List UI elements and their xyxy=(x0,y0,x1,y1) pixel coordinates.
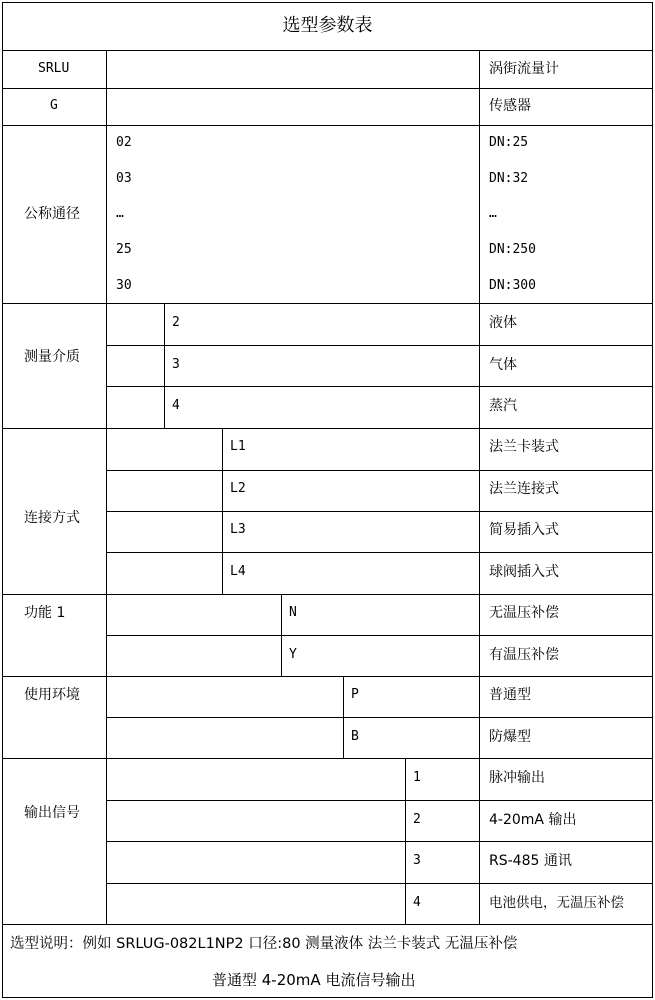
subrow-divider xyxy=(106,717,653,718)
diameter-code: 25 xyxy=(116,242,132,257)
selection-note-line2: 普通型 4-20mA 电流信号输出 xyxy=(212,971,416,989)
row-divider xyxy=(2,125,653,126)
diameter-code: 30 xyxy=(116,278,132,293)
diameter-desc: DN:300 xyxy=(489,278,536,293)
environment-code: B xyxy=(351,729,359,744)
subrow-divider xyxy=(106,470,653,471)
model-desc: 涡街流量计 xyxy=(489,61,559,77)
diameter-code: 02 xyxy=(116,135,132,150)
medium-desc: 气体 xyxy=(489,357,517,373)
environment-label: 使用环境 xyxy=(24,687,80,703)
function-label: 功能 1 xyxy=(24,605,66,621)
type-label: G xyxy=(50,98,58,113)
subrow-divider xyxy=(106,345,653,346)
row-divider xyxy=(2,303,653,304)
output-code: 3 xyxy=(413,853,421,868)
subrow-divider xyxy=(106,511,653,512)
row-divider xyxy=(2,50,653,51)
output-label: 输出信号 xyxy=(24,805,80,821)
subrow-divider xyxy=(106,800,653,801)
row-divider xyxy=(2,676,653,677)
connection-desc: 法兰卡装式 xyxy=(489,439,559,455)
environment-code-divider xyxy=(343,676,344,759)
output-code: 2 xyxy=(413,812,421,827)
subrow-divider xyxy=(106,841,653,842)
medium-code-divider xyxy=(164,303,165,429)
subrow-divider xyxy=(106,386,653,387)
output-desc: 电池供电，无温压补偿 xyxy=(489,895,624,911)
selection-note-line1: 选型说明：例如 SRLUG-082L1NP2 口径:80 测量液体 法兰卡装式 无温压补偿 xyxy=(10,936,518,952)
medium-code: 2 xyxy=(172,315,180,330)
medium-label: 测量介质 xyxy=(24,349,80,365)
function-desc: 有温压补偿 xyxy=(489,647,559,663)
diameter-code: 03 xyxy=(116,171,132,186)
function-code: Y xyxy=(289,647,297,662)
environment-code: P xyxy=(351,687,359,702)
connection-desc: 简易插入式 xyxy=(489,522,559,538)
medium-code: 3 xyxy=(172,357,180,372)
connection-desc: 球阀插入式 xyxy=(489,564,559,580)
table-border-bottom xyxy=(2,997,653,998)
environment-desc: 普通型 xyxy=(489,687,531,703)
diameter-code: … xyxy=(116,206,124,221)
row-divider xyxy=(2,758,653,759)
connection-label: 连接方式 xyxy=(24,510,80,526)
medium-desc: 液体 xyxy=(489,315,517,331)
table-border-left xyxy=(2,2,3,998)
subrow-divider xyxy=(106,883,653,884)
table-border-right xyxy=(652,2,653,998)
function-code: N xyxy=(289,605,297,620)
function-code-divider xyxy=(281,594,282,677)
subrow-divider xyxy=(106,635,653,636)
connection-code: L3 xyxy=(230,522,246,537)
label-column-divider xyxy=(106,50,107,925)
diameter-desc: DN:25 xyxy=(489,135,529,150)
table-title: 选型参数表 xyxy=(282,15,373,36)
connection-code: L4 xyxy=(230,564,246,579)
environment-desc: 防爆型 xyxy=(489,729,531,745)
output-code: 4 xyxy=(413,895,421,910)
row-divider xyxy=(2,88,653,89)
row-divider xyxy=(2,924,653,925)
medium-code: 4 xyxy=(172,398,180,413)
connection-desc: 法兰连接式 xyxy=(489,481,559,497)
output-desc: RS-485 通讯 xyxy=(489,853,572,869)
function-desc: 无温压补偿 xyxy=(489,605,559,621)
connection-code: L1 xyxy=(230,439,246,454)
row-divider xyxy=(2,428,653,429)
model-label: SRLU xyxy=(38,61,70,76)
diameter-label: 公称通径 xyxy=(24,206,80,222)
table-border-top xyxy=(2,2,653,3)
diameter-desc: DN:250 xyxy=(489,242,536,257)
desc-column-divider xyxy=(479,50,480,925)
output-code: 1 xyxy=(413,770,421,785)
output-code-divider xyxy=(405,758,406,925)
output-desc: 脉冲输出 xyxy=(489,770,545,786)
connection-code: L2 xyxy=(230,481,246,496)
type-desc: 传感器 xyxy=(489,98,531,114)
subrow-divider xyxy=(106,552,653,553)
row-divider xyxy=(2,594,653,595)
diameter-desc: … xyxy=(489,206,497,221)
output-desc: 4-20mA 输出 xyxy=(489,812,577,828)
diameter-desc: DN:32 xyxy=(489,171,529,186)
connection-code-divider xyxy=(222,428,223,595)
medium-desc: 蒸汽 xyxy=(489,398,517,414)
